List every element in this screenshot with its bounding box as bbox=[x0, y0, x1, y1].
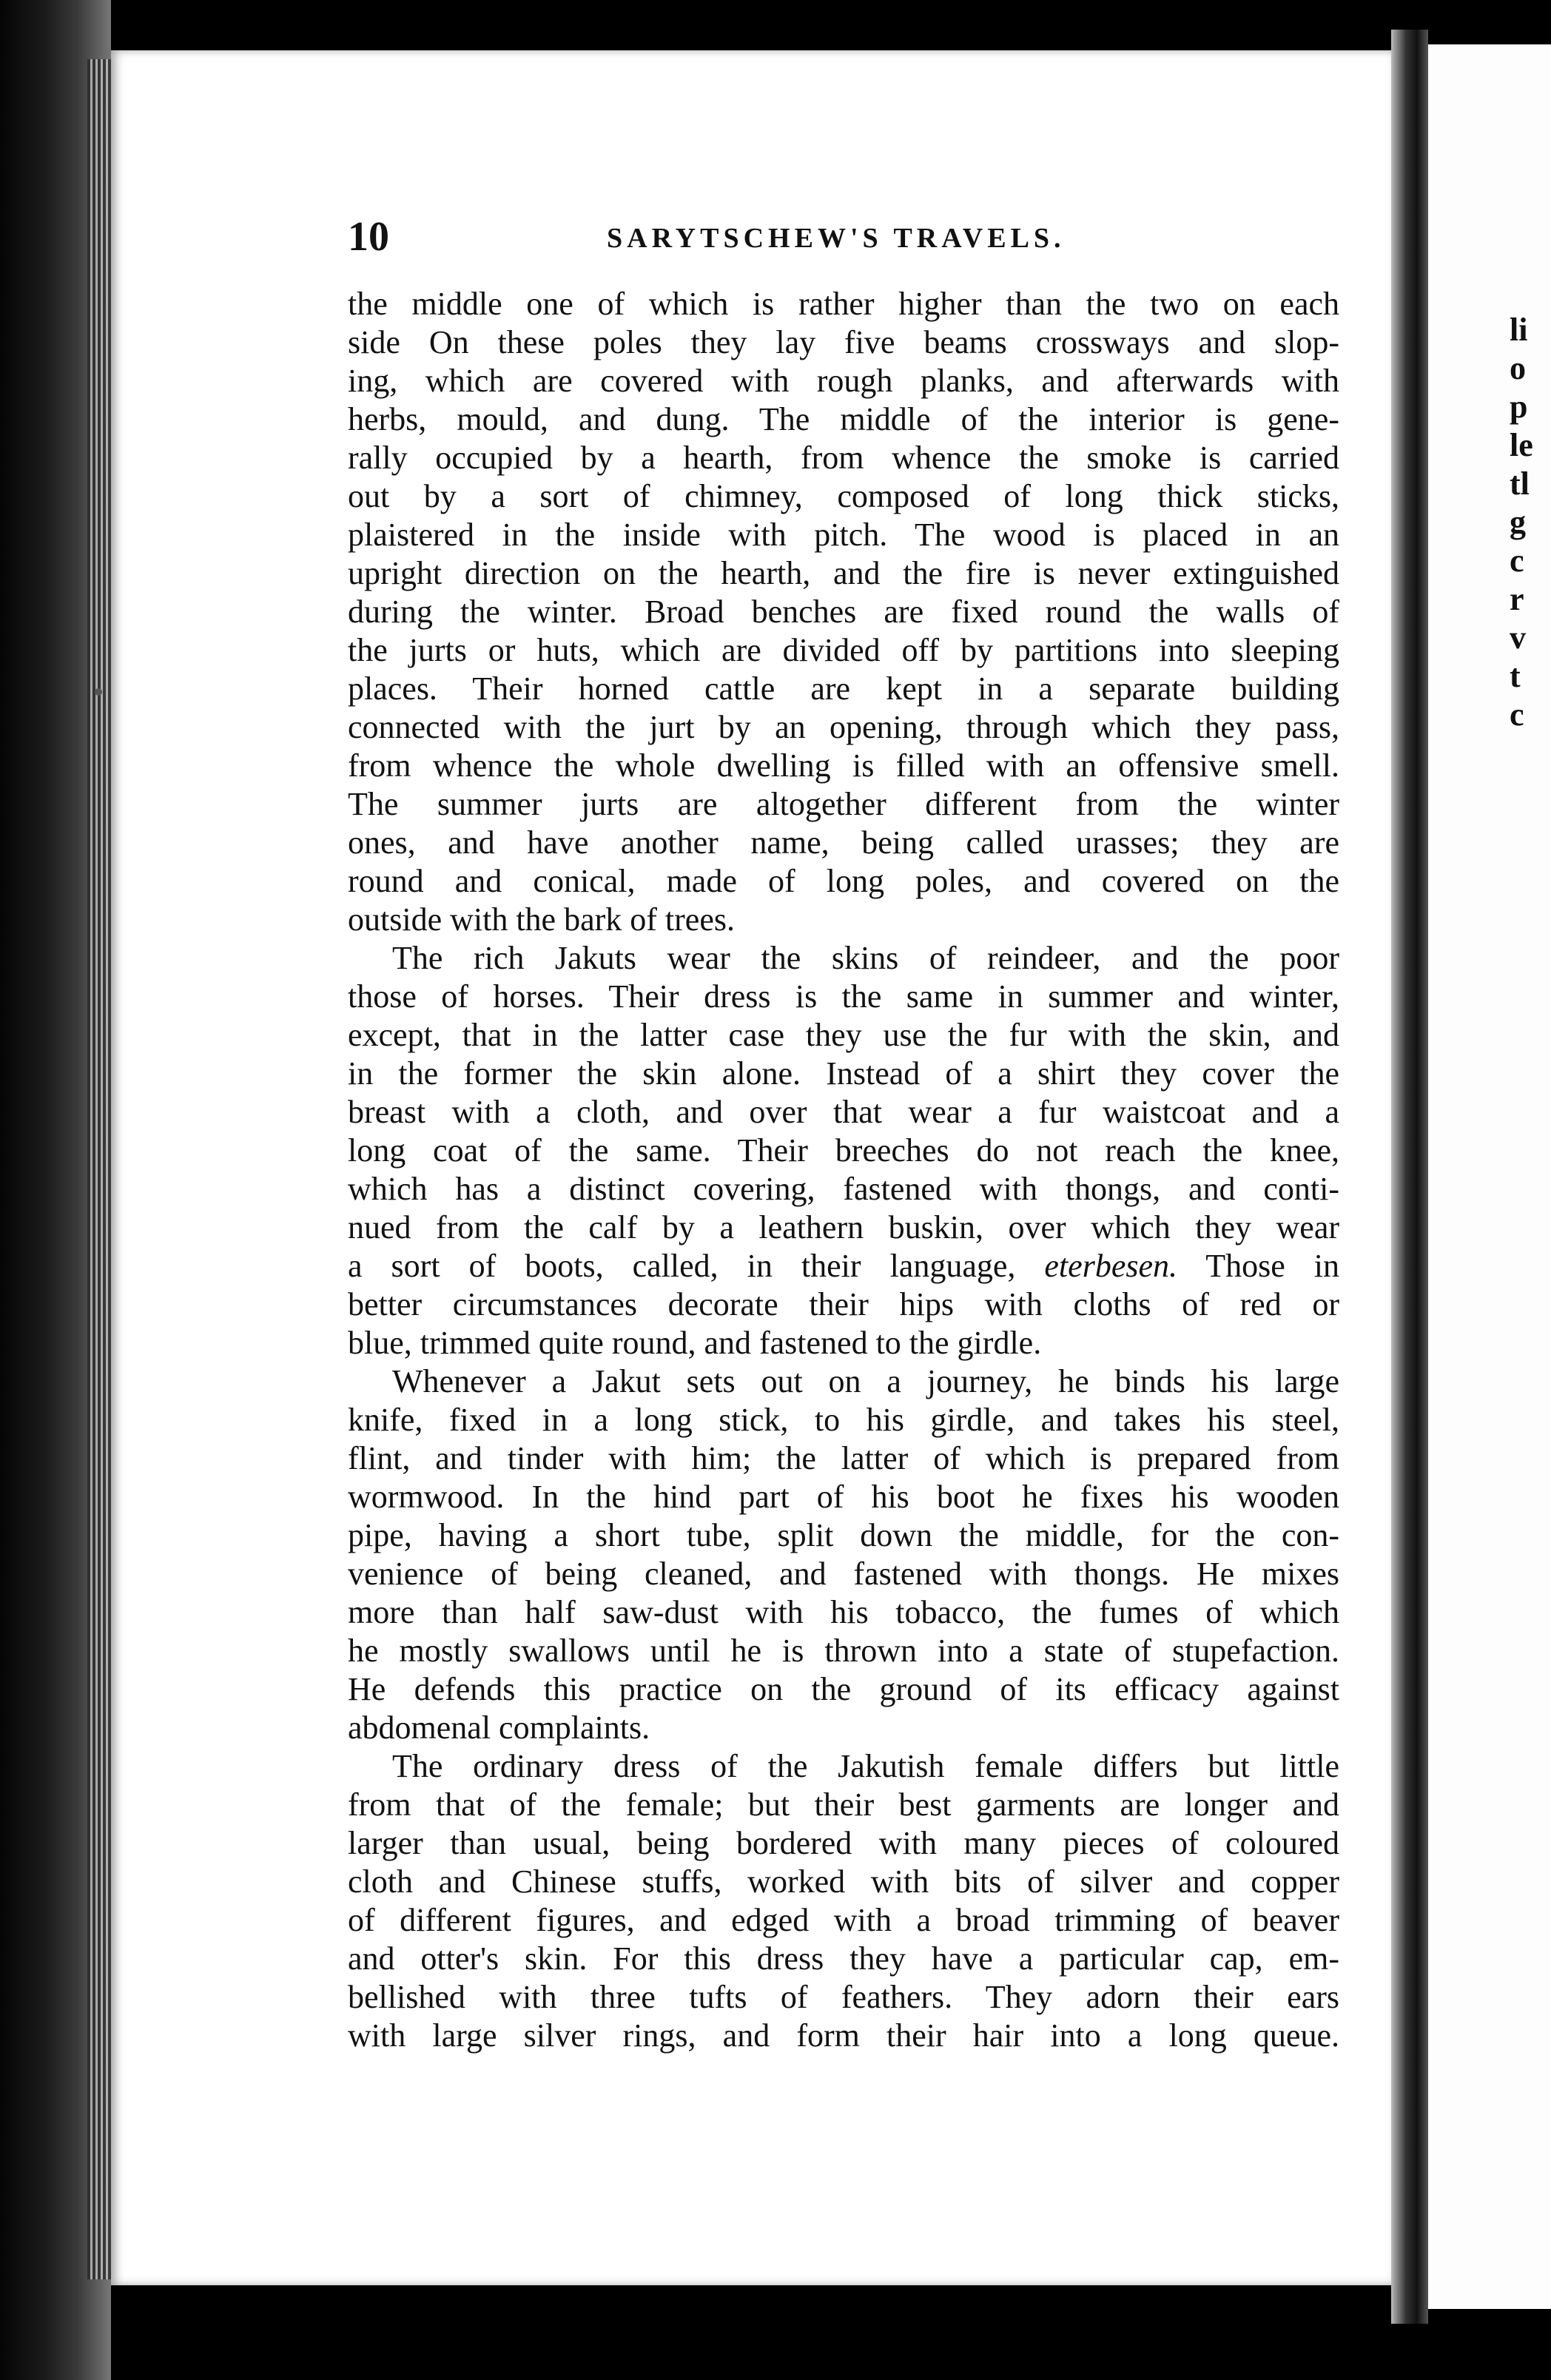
text-line: flint, and tinder with him; the latter of which is prepared from bbox=[348, 1440, 1339, 1476]
text-line: round and conical, made of long poles, and covered on the bbox=[348, 863, 1339, 899]
text-line: cloth and Chinese stuffs, worked with bits of silver and copper bbox=[348, 1863, 1339, 1900]
facing-page-fragment: tl bbox=[1510, 465, 1530, 502]
text-line: The rich Jakuts wear the skins of reindeer, and the poor bbox=[392, 940, 1339, 976]
text-line: He defends this practice on the ground of its efficacy against bbox=[348, 1671, 1339, 1707]
text-line: knife, fixed in a long stick, to his girdle, and takes his steel, bbox=[348, 1402, 1339, 1438]
text-line: during the winter. Broad benches are fixed round the walls of bbox=[348, 594, 1339, 630]
text-line: side On these poles they lay five beams crossways and slop- bbox=[348, 324, 1339, 360]
text-line: places. Their horned cattle are kept in a separate building bbox=[348, 670, 1339, 707]
page-blemish bbox=[95, 688, 102, 696]
text-line: which has a distinct covering, fastened with thongs, and conti- bbox=[348, 1171, 1339, 1207]
text-line: better circumstances decorate their hips with cloths of red or bbox=[348, 1286, 1339, 1322]
text-line: he mostly swallows until he is thrown into a state of stupefaction. bbox=[348, 1633, 1339, 1669]
text-line: Whenever a Jakut sets out on a journey, he binds his large bbox=[392, 1363, 1339, 1399]
facing-page-fragment: g bbox=[1510, 504, 1526, 540]
facing-page-fragment: le bbox=[1510, 427, 1533, 463]
text-line: plaistered in the inside with pitch. The wood is placed in an bbox=[348, 517, 1339, 553]
text-line: breast with a cloth, and over that wear a fur waistcoat and a bbox=[348, 1094, 1339, 1130]
text-line: outside with the bark of trees. bbox=[348, 901, 735, 938]
text-line: out by a sort of chimney, composed of long thick sticks, bbox=[348, 478, 1339, 514]
text-line: except, that in the latter case they use the fur with the skin, and bbox=[348, 1017, 1339, 1053]
running-title: SARYTSCHEW'S TRAVELS. bbox=[607, 223, 1066, 254]
text-line: upright direction on the hearth, and the fire is never extinguished bbox=[348, 555, 1339, 591]
text-line: ones, and have another name, being called urasses; they are bbox=[348, 824, 1339, 861]
text-line: long coat of the same. Their breeches do not reach the knee, bbox=[348, 1132, 1339, 1169]
facing-page-fragment: o bbox=[1510, 350, 1526, 386]
facing-page-fragment: c bbox=[1510, 542, 1524, 579]
text-line: from that of the female; but their best garments are longer and bbox=[348, 1786, 1339, 1823]
text-line: rally occupied by a hearth, from whence the smoke is carried bbox=[348, 440, 1339, 476]
text-line: pipe, having a short tube, split down the middle, for the con- bbox=[348, 1517, 1339, 1553]
facing-page-fragment: p bbox=[1510, 389, 1528, 425]
facing-page-fragment: v bbox=[1510, 619, 1526, 656]
italic-term: eterbesen. bbox=[1044, 1248, 1177, 1284]
text-line: in the former the skin alone. Instead of a shirt they cover the bbox=[348, 1055, 1339, 1092]
text-line: with large silver rings, and form their hair into a long queue. bbox=[348, 2017, 1339, 2054]
text-line: bellished with three tufts of feathers. They adorn their ears bbox=[348, 1979, 1339, 2015]
text-line: connected with the jurt by an opening, through which they pass, bbox=[348, 709, 1339, 745]
facing-page-text bbox=[1510, 311, 1551, 734]
text-line: the middle one of which is rather higher than the two on each bbox=[348, 286, 1339, 322]
text-line: from whence the whole dwelling is filled with an offensive smell. bbox=[348, 747, 1339, 784]
text-line: a sort of boots, called, in their language, eterbesen. Those in bbox=[348, 1248, 1339, 1284]
facing-page-fragment: c bbox=[1510, 696, 1524, 733]
page-gutter bbox=[1391, 30, 1428, 2324]
text-line: The summer jurts are altogether different from the winter bbox=[348, 786, 1339, 822]
page-number: 10 bbox=[348, 214, 389, 260]
text-line: blue, trimmed quite round, and fastened to the girdle. bbox=[348, 1325, 1042, 1361]
text-line: herbs, mould, and dung. The middle of the interior is gene- bbox=[348, 401, 1339, 437]
text-line: abdomenal complaints. bbox=[348, 1710, 650, 1746]
text-line: venience of being cleaned, and fastened with thongs. He mixes bbox=[348, 1556, 1339, 1592]
text-line: wormwood. In the hind part of his boot he fixes his wooden bbox=[348, 1479, 1339, 1515]
text-line: of different figures, and edged with a broad trimming of beaver bbox=[348, 1902, 1339, 1938]
facing-page-fragment: r bbox=[1510, 581, 1524, 617]
text-line: and otter's skin. For this dress they have a particular cap, em- bbox=[348, 1940, 1339, 1977]
facing-page-fragment: li bbox=[1510, 312, 1528, 348]
body-text bbox=[348, 285, 1339, 2055]
text-line: larger than usual, being bordered with many pieces of coloured bbox=[348, 1825, 1339, 1861]
text-line: ing, which are covered with rough planks, and afterwards with bbox=[348, 363, 1339, 399]
text-line: more than half saw-dust with his tobacco, the fumes of which bbox=[348, 1594, 1339, 1630]
text-line: those of horses. Their dress is the same in summer and winter, bbox=[348, 978, 1339, 1015]
page-header bbox=[348, 213, 1339, 265]
text-line: nued from the calf by a leathern buskin, over which they wear bbox=[348, 1209, 1339, 1246]
facing-page-fragment: t bbox=[1510, 658, 1521, 694]
text-line: The ordinary dress of the Jakutish female differs but little bbox=[392, 1748, 1339, 1784]
text-line: the jurts or huts, which are divided off by partitions into sleeping bbox=[348, 632, 1339, 668]
